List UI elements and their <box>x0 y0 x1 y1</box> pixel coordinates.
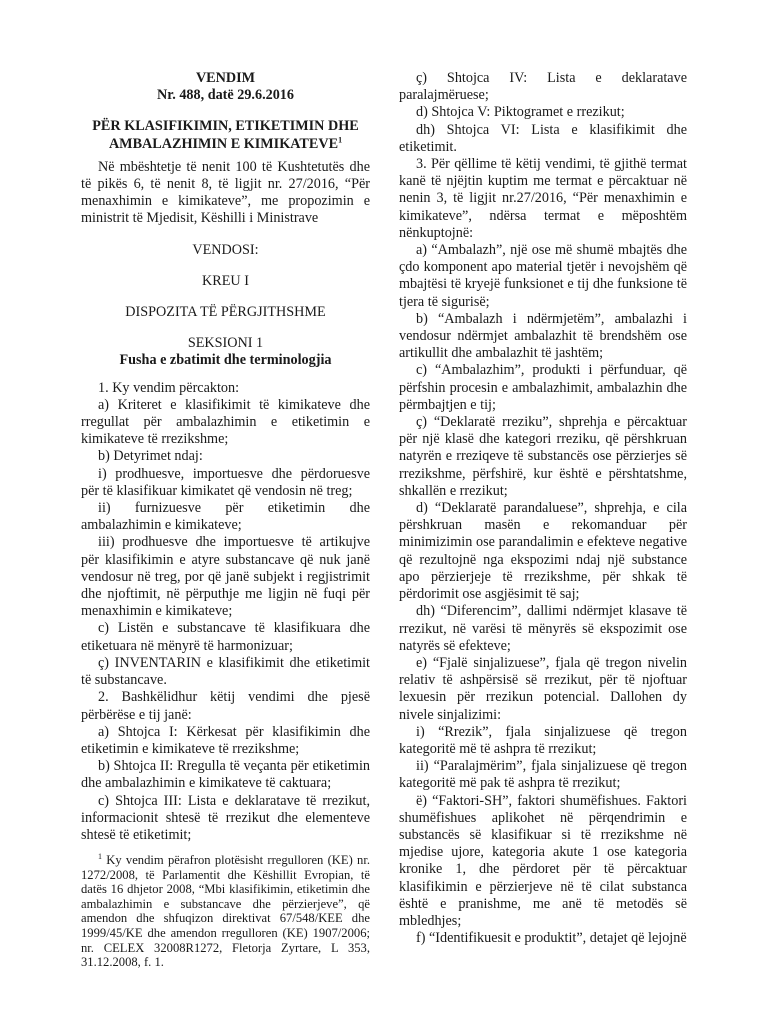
footnote-block <box>81 853 370 970</box>
section-title: Fusha e zbatimit dhe terminologjia <box>119 352 332 369</box>
paragraph-1a: a) Kriteret e klasifikimit të kimikateve dhe rregullat për ambalazhimin e etiketimin e kimikateve të rrezikshme; <box>81 396 370 448</box>
footnote-ref[interactable]: 1 <box>338 134 343 144</box>
paragraph-3e-i: i) “Rrezik”, fjala sinjalizuese që tregon kategoritë më të ashpra të rrezikut; <box>399 723 687 757</box>
paragraph-1: 1. Ky vendim përcakton: <box>98 379 240 396</box>
paragraph-1c: c) Listën e substancave të klasifikuara dhe etiketuara në mënyrë të harmonizuar; <box>81 620 370 654</box>
decision-number: Nr. 488, datë 29.6.2016 <box>156 87 294 104</box>
paragraph-1b-ii: ii) furnizuesve për etiketimin dhe ambalazhimin e kimikateve; <box>81 500 370 534</box>
left-column <box>81 70 370 844</box>
decision-subject-text: PËR KLASIFIKIMIN, ETIKETIMIN DHE AMBALAZHIMIN E KIMIKATEVE <box>92 118 359 152</box>
preamble-paragraph: Në mbështetje të nenit 100 të Kushtetutës dhe të pikës 6, të nenit 8, të ligjit nr. 27/2016, “Për menaxhimin e kimikateve”, me propozimin e ministrit të Mjedisit, Këshilli i Ministrave <box>81 158 370 227</box>
decision-title: VENDIM <box>195 70 256 86</box>
paragraph-3b: b) “Ambalazh i ndërmjetëm”, ambalazhi i vendosur ndërmjet ambalazhit të brendshëm ose artikullit dhe ambalazhit të jashtëm; <box>399 310 687 362</box>
footnote <box>81 853 370 970</box>
paragraph-2b: b) Shtojca II: Rregulla të veçanta për etiketimin dhe ambalazhimin e kimikateve të caktuara; <box>81 758 370 792</box>
paragraph-3ee: ë) “Faktori-SH”, faktori shumëfishues. Faktori shumëfishues aplikohet në përqendrimin e substancës së klasifikuar si të rrezikshme në mjedise ujore, kategoria akute 1 ose kategoria kronike 1, dhe përdoret për të përcaktuar klasifikimin e përzierjeve në të cilat substanca është e pranishme, me anë të metodës së mbledhjes; <box>399 792 687 929</box>
paragraph-3: 3. Për qëllime të këtij vendimi, të gjithë termat kanë të njëjtin kuptim me termat e përcaktuar në nenin 3, të ligjit nr.27/2016, “Për menaxhimin e kimikateve”, ndërsa termat e mëposhtëm nënkuptojnë: <box>399 156 687 241</box>
paragraph-3cc: ç) “Deklaratë rreziku”, shprehja e përcaktuar për një klasë dhe kategori rreziku, që përshkruan natyrën e rreziqeve të substancës ose përzierjes së rrezikshme, përfshirë, kur është e përshtatshme, shkallën e rrezikut; <box>399 414 687 499</box>
section-heading: SEKSIONI 1 <box>187 335 264 352</box>
decision-subject <box>81 118 370 152</box>
chapter-heading: KREU I <box>202 272 249 289</box>
paragraph-1cc: ç) INVENTARIN e klasifikimit dhe etiketimit të substancave. <box>81 654 370 689</box>
paragraph-1b: b) Detyrimet ndaj: <box>98 448 203 465</box>
paragraph-3f: f) “Identifikuesit e produktit”, detajet që lejojnë <box>416 930 687 947</box>
paragraph-3c: c) “Ambalazhim”, produkti i përfunduar, që përfshin procesin e ambalazhimit, ambalazhin dhe përmbajtjen e tij; <box>399 362 687 413</box>
paragraph-3dh: dh) “Diferencim”, dallimi ndërmjet klasave të rrezikut, në varësi të mënyrës së ekspozimit ose natyrës së efekteve; <box>399 603 687 654</box>
paragraph-2cc: ç) Shtojca IV: Lista e deklaratave paralajmëruese; <box>399 70 687 104</box>
chapter-title: DISPOZITA TË PËRGJITHSHME <box>125 304 326 321</box>
paragraph-1b-i: i) prodhuesve, importuesve dhe përdoruesve për të klasifikuar kimikatet që vendosin në treg; <box>81 465 370 499</box>
paragraph-2c: c) Shtojca III: Lista e deklaratave të rrezikut, informacionit shtesë të rrezikut dhe elementeve shtesë të etiketimit; <box>81 792 370 843</box>
footnote-mark: 1 <box>98 851 102 861</box>
paragraph-2dh: dh) Shtojca VI: Lista e klasifikimit dhe etiketimit. <box>399 121 687 155</box>
paragraph-2d: d) Shtojca V: Piktogramet e rrezikut; <box>416 104 625 121</box>
paragraph-3a: a) “Ambalazh”, një ose më shumë mbajtës dhe çdo komponent apo material tjetër i nevojshëm që mbajtësi të kryejë funksionet e tij dhe funksione të tjera të sigurisë; <box>399 242 687 310</box>
vendosi-heading: VENDOSI: <box>192 241 259 258</box>
paragraph-3e: e) “Fjalë sinjalizuese”, fjala që tregon nivelin relativ të ashpërsisë së rrezikut, për të njoftuar lexuesin për rrezikun potencial. Dallohen dy nivele sinjalizimi: <box>399 654 687 723</box>
paragraph-3e-ii: ii) “Paralajmërim”, fjala sinjalizuese që tregon kategoritë më pak të ashpra të rrezikut; <box>399 758 687 792</box>
footnote-text: Ky vendim përafron plotësisht rregulloren (KE) nr. 1272/2008, të Parlamentit dhe Këshillit Evropian, të datës 16 dhjetor 2008, “Mbi klasifikimin, etiketimin dhe ambalazhimin e substancave dhe përzierjeve”, që amendon dhe shfuqizon direktivat 67/548/KEE dhe 1999/45/KE dhe amendon rregulloren (KE) 1907/2006; nr. CELEX 32008R1272, Fletorja Zyrtare, L 353, 31.12.2008, f. 1. <box>81 853 370 970</box>
paragraph-1b-iii: iii) prodhuesve dhe importuesve të artikujve për klasifikimin e atyre substancave që nuk janë vendosur në treg, por që janë subjekt i regjistrimit dhe njoftimit, në përputhje me ligjin në fuqi për menaxhimin e kimikateve; <box>81 534 370 620</box>
paragraph-3d: d) “Deklaratë parandaluese”, shprehja, e cila përshkruan masën e rekomanduar për minimizimin ose parandalimin e efekteve negative që rezultojnë nga ekspozimi ndaj një substance apo përzierjeje të rrezikshme, për shkak të përdorimit ose asgjësimit të saj; <box>399 500 687 603</box>
paragraph-2: 2. Bashkëlidhur këtij vendimi dhe pjesë përbërëse e tij janë: <box>81 689 370 723</box>
right-column <box>399 70 687 947</box>
paragraph-2a: a) Shtojca I: Kërkesat për klasifikimin dhe etiketimin e kimikateve të rrezikshme; <box>81 723 370 757</box>
